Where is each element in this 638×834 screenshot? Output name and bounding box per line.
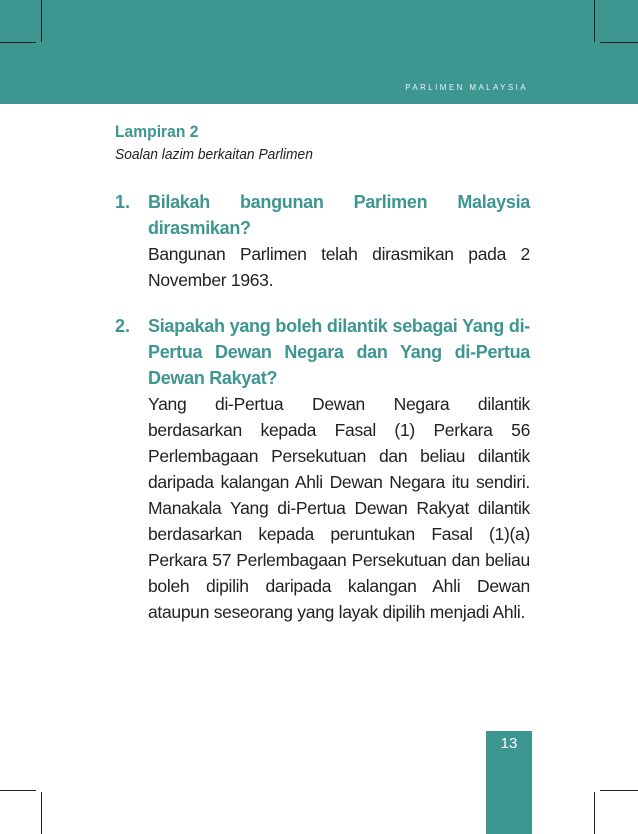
- crop-mark-top-left-horizontal: [0, 42, 36, 43]
- question-text: Siapakah yang boleh dilantik sebagai Yang di-Pertua Dewan Negara dan Yang di-Pertua Dewan Rakyat?: [148, 316, 530, 388]
- answer-text: Yang di-Pertua Dewan Negara dilantik berdasarkan kepada Fasal (1) Perkara 56 Perlembagaan Persekutuan dan beliau dilantik daripada kalangan Ahli Dewan Negara itu sendiri. Manakala Yang di-Pertua Dewan Rakyat dilantik berdasarkan kepada peruntukan Fasal (1)(a) Perkara 57 Perlembagaan Persekutuan dan beliau boleh dipilih daripada kalangan Ahli Dewan ataupun seseorang yang layak dipilih menjadi Ahli.: [148, 394, 530, 622]
- header-band: [0, 0, 638, 104]
- crop-mark-top-right-horizontal: [600, 42, 638, 43]
- page-number: 13: [500, 735, 518, 752]
- item-number: 1.: [115, 192, 131, 212]
- crop-mark-bottom-left-horizontal: [0, 790, 36, 791]
- page-number-box: [486, 731, 532, 834]
- appendix-title: Lampiran 2: [115, 122, 199, 141]
- answer-text: Bangunan Parlimen telah dirasmikan pada 2 November 1963.: [148, 244, 530, 290]
- appendix-subtitle: Soalan lazim berkaitan Parlimen: [115, 146, 313, 163]
- crop-mark-bottom-left-vertical: [41, 792, 42, 834]
- crop-mark-bottom-right-vertical: [594, 792, 595, 834]
- crop-mark-top-right-vertical: [594, 0, 595, 42]
- item-number: 2.: [115, 316, 131, 336]
- question-text: Bilakah bangunan Parlimen Malaysia dirasmikan?: [148, 192, 530, 238]
- crop-mark-top-left-vertical: [41, 0, 42, 42]
- running-title: PARLIMEN MALAYSIA: [405, 83, 528, 92]
- faq-item-1: [115, 189, 530, 293]
- main-content: [115, 120, 530, 625]
- faq-item-2: [115, 313, 530, 625]
- crop-mark-bottom-right-horizontal: [600, 790, 638, 791]
